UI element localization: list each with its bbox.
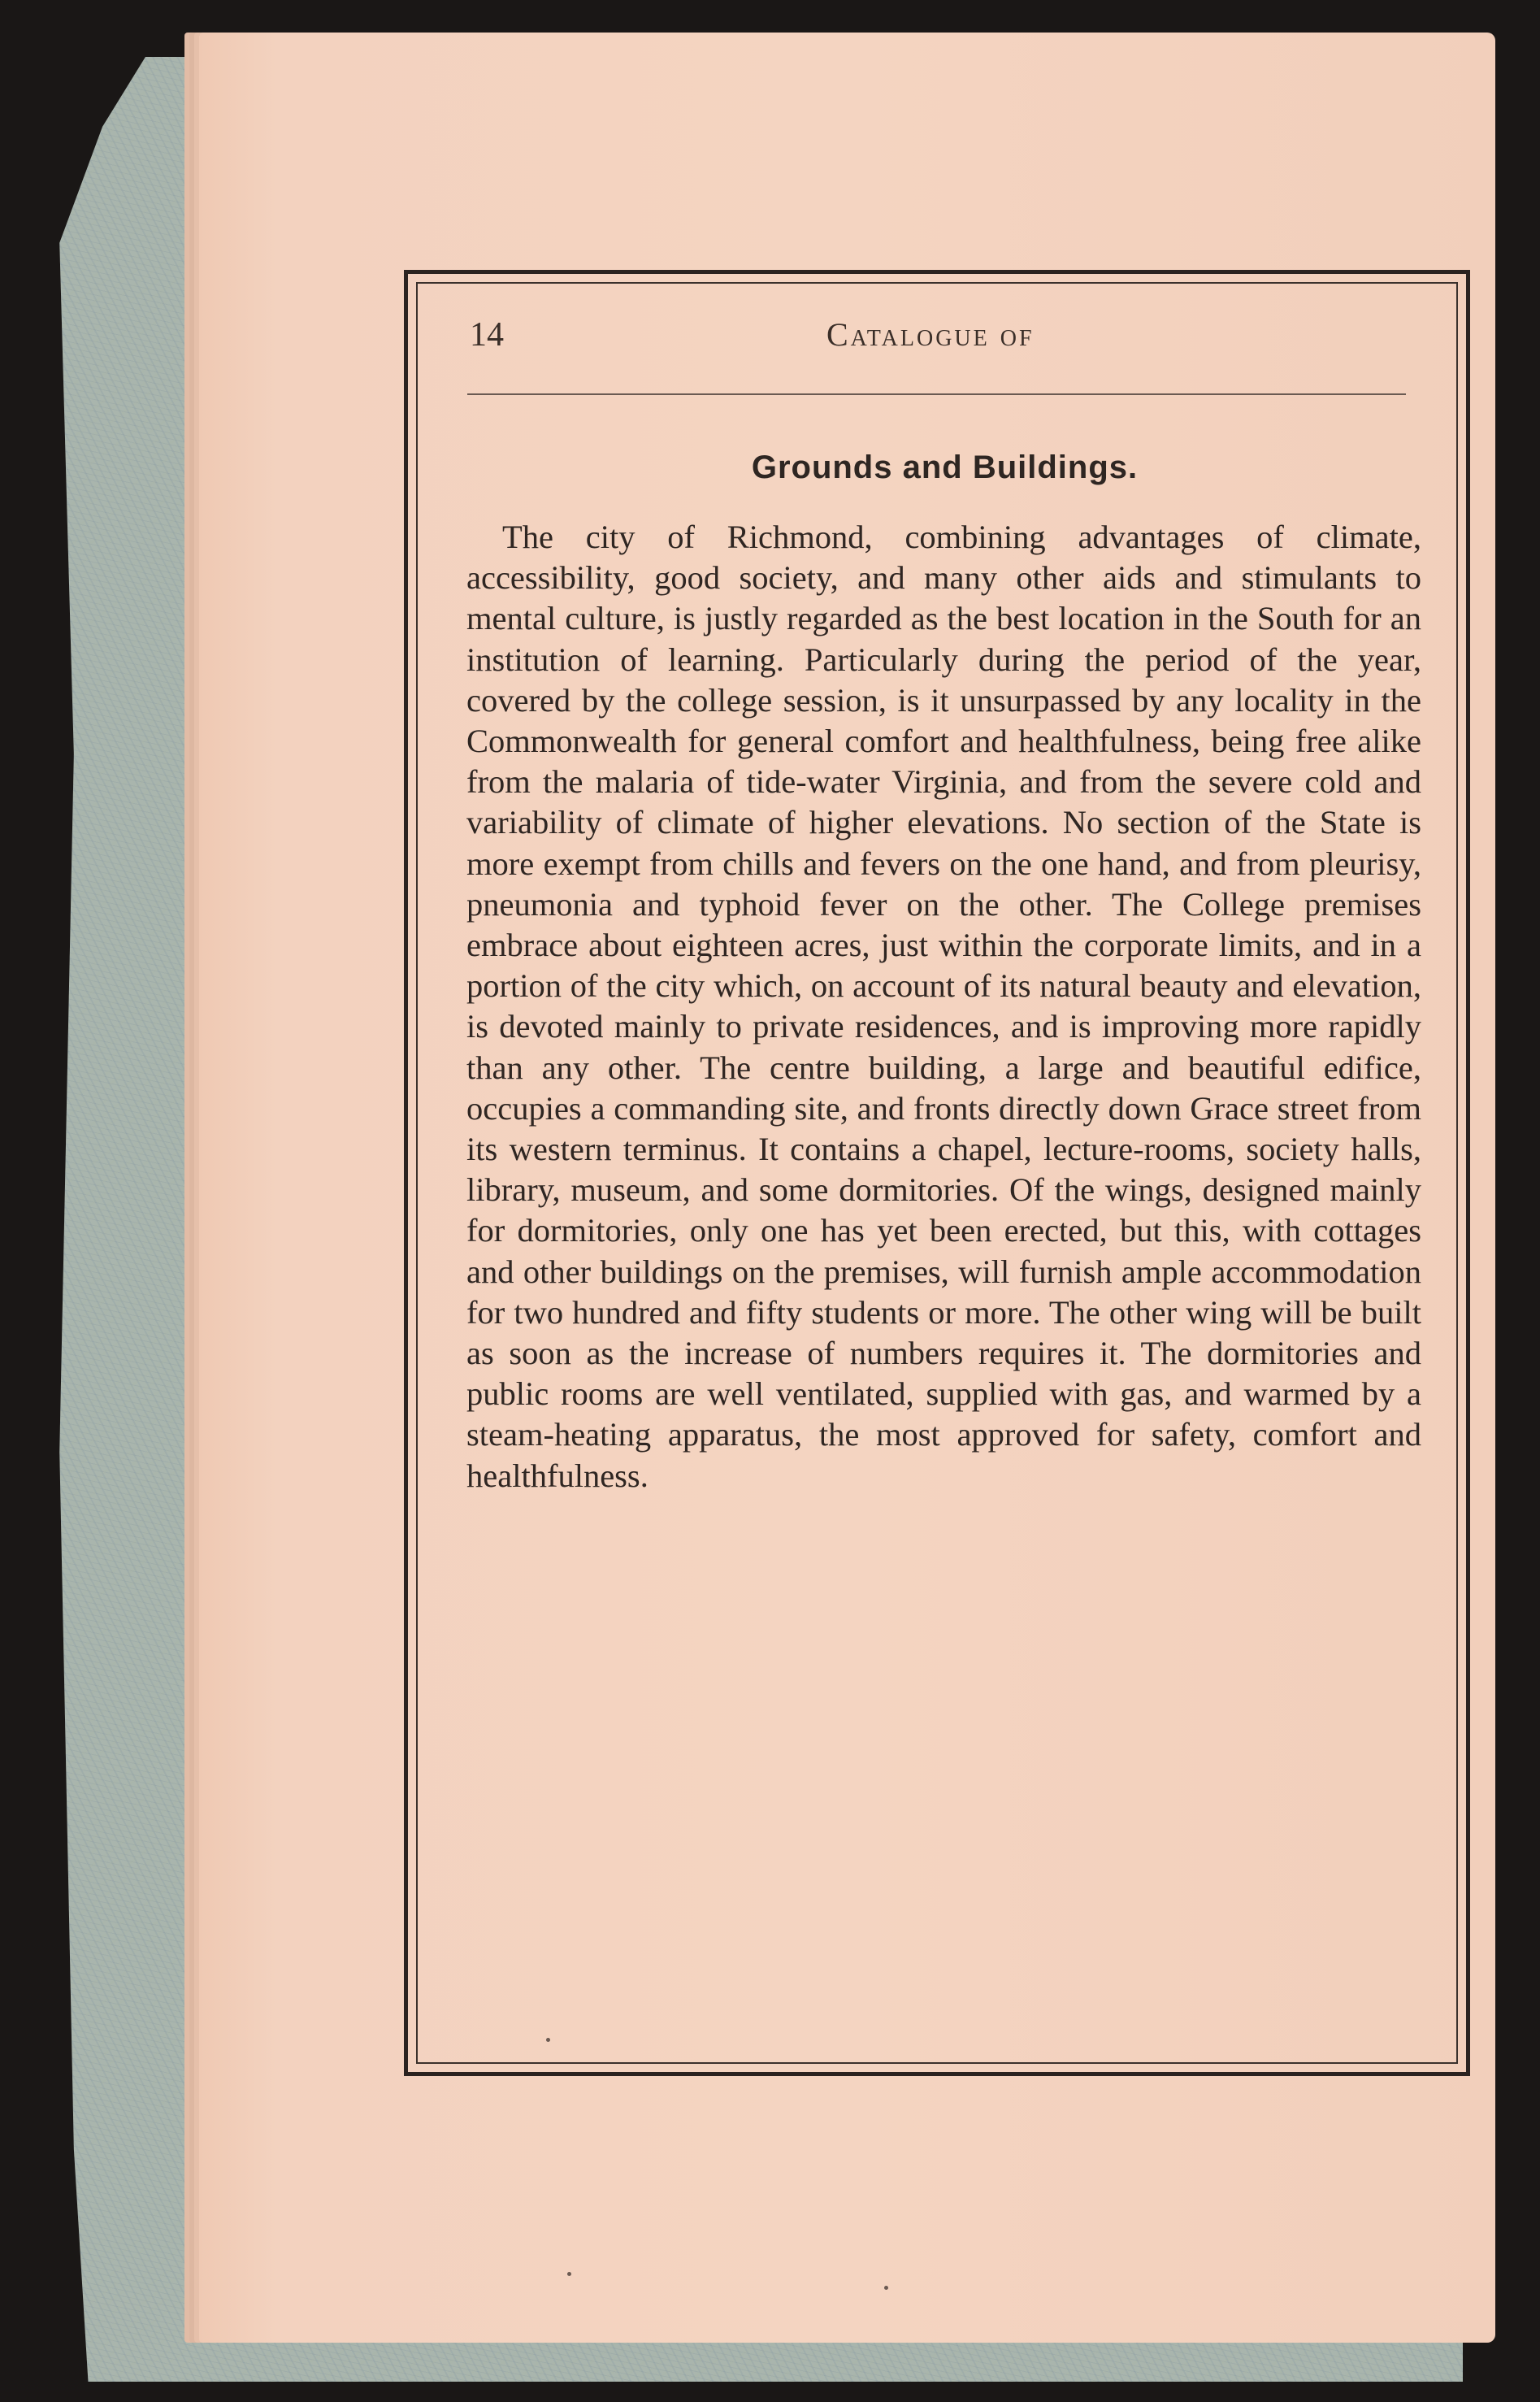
paper-speck bbox=[546, 2038, 550, 2042]
section-title: Grounds and Buildings. bbox=[751, 450, 1139, 485]
header-rule bbox=[467, 393, 1406, 395]
body-paragraph: The city of Richmond, combining advantages of climate, accessibility, good society, and many other aids and stimulants to mental culture, is justly regarded as the best location in the South for an institution of learning. Particularly during the period of the year, covered by the college session, is it unsurpassed by any locality in the Commonwealth for general comfort and healthfulness, being free alike from the malaria of tide-water Virginia, and from the severe cold and variability of climate of higher elevations. No section of the State is more exempt from chills and fevers on the one hand, and from pleurisy, pneumonia and typhoid fever on the other. The College premises embrace about eighteen acres, just within the corporate limits, and in a portion of the city which, on account of its natural beauty and elevation, is devoted mainly to private residences, and is improving more rapidly than any other. The centre building, a large and beautiful edifice, occupies a commanding site, and fronts directly down Grace street from its western terminus. It contains a chapel, lecture-rooms, society halls, library, museum, and some dormitories. Of the wings, designed mainly for dormitories, only one has yet been erected, but this, with cottages and other buildings on the premises, will furnish ample accommodation for two hundred and fifty students or more. The other wing will be built as soon as the increase of numbers requires it. The dormitories and public rooms are well ventilated, supplied with gas, and warmed by a steam-heating apparatus, the most approved for safety, comfort and healthfulness. bbox=[466, 519, 1421, 1494]
paper-speck bbox=[567, 2272, 571, 2276]
running-head: Catalogue of bbox=[826, 316, 1035, 353]
paper-speck bbox=[884, 2286, 888, 2290]
page-number: 14 bbox=[470, 316, 504, 354]
